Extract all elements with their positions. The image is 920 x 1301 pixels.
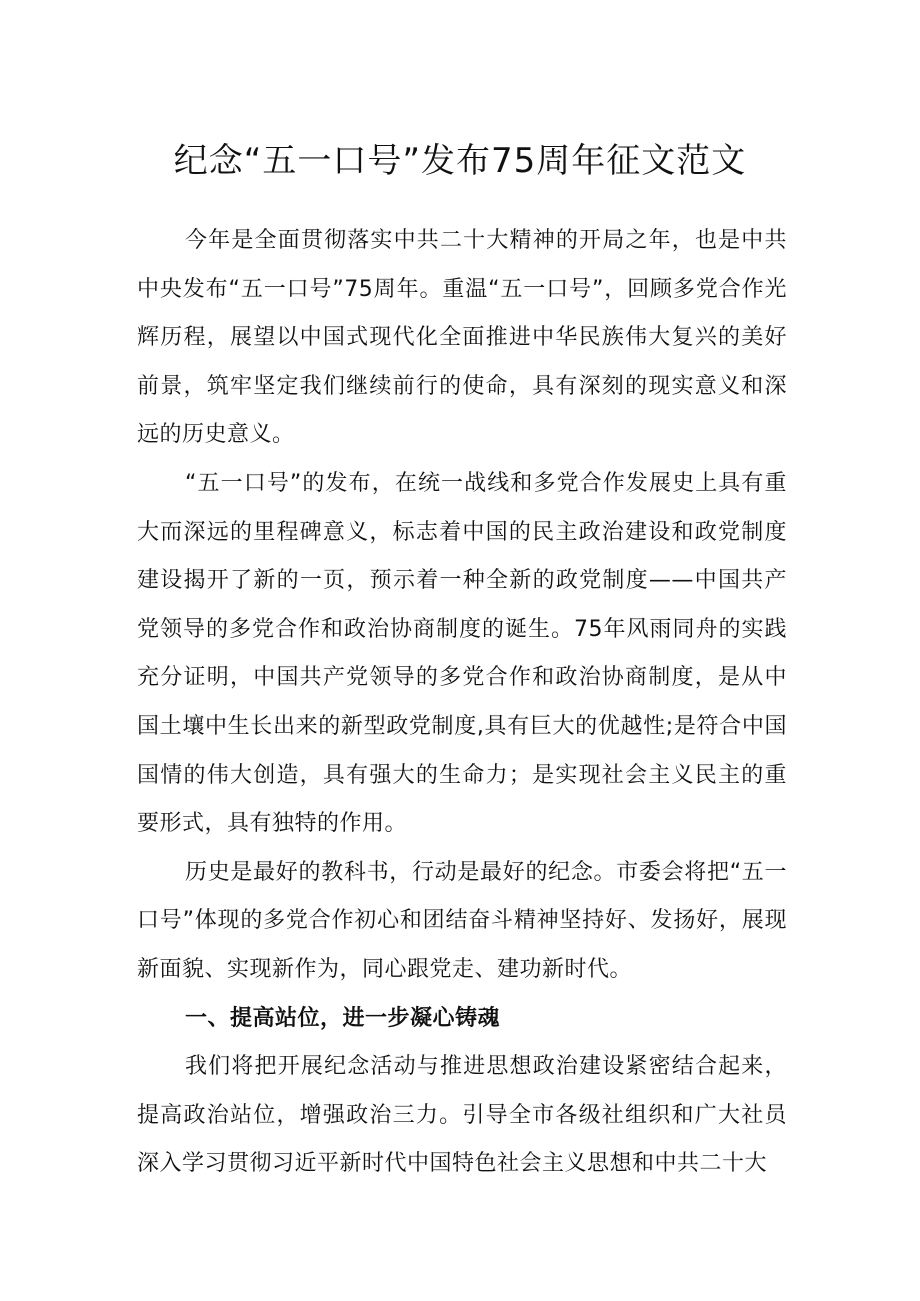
- paragraph-commitment: 历史是最好的教科书，行动是最好的纪念。市委会将把“五一口号”体现的多党合作初心和团结奋斗精神坚持好、发扬好，展现新面貌、实现新作为，同心跟党走、建功新时代。: [137, 859, 787, 982]
- section-heading-1: 一、提高站位，进一步凝心铸魂: [185, 1005, 501, 1031]
- document-title: 纪念“五一口号”发布75周年征文范文: [173, 141, 747, 181]
- paragraph-section-1: 我们将把开展纪念活动与推进思想政治建设紧密结合起来，提高政治站位，增强政治三力。引导全市各级社组织和广大社员深入学习贯彻习近平新时代中国特色社会主义思想和中共二十大: [137, 1054, 787, 1177]
- paragraph-intro: 今年是全面贯彻落实中共二十大精神的开局之年，也是中共中央发布“五一口号”75周年。重温“五一口号”，回顾多党合作光辉历程，展望以中国式现代化全面推进中华民族伟大复兴的美好前景，筑牢坚定我们继续前行的使命，具有深刻的现实意义和深远的历史意义。: [137, 228, 787, 448]
- paragraph-significance: “五一口号”的发布，在统一战线和多党合作发展史上具有重大而深远的里程碑意义，标志着中国的民主政治建设和政党制度建设揭开了新的一页，预示着一种全新的政党制度——中国共产党领导的多党合作和政治协商制度的诞生。75年风雨同舟的实践充分证明，中国共产党领导的多党合作和政治协商制度，是从中国土壤中生长出来的新型政党制度,具有巨大的优越性;是符合中国国情的伟大创造，具有强大的生命力；是实现社会主义民主的重要形式，具有独特的作用。: [137, 470, 787, 837]
- document-body: [137, 217, 787, 1189]
